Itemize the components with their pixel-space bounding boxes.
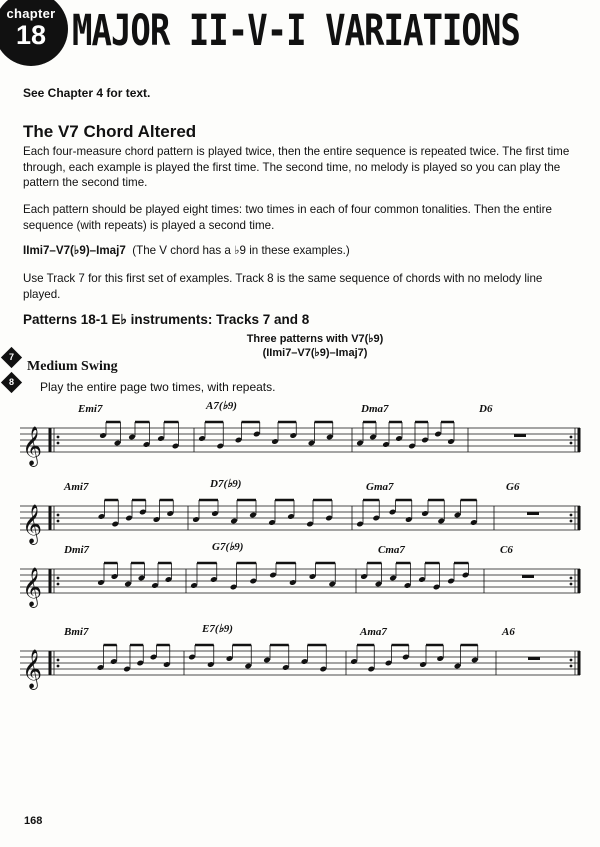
chord-symbol: G6 <box>506 481 520 493</box>
repeat-dot <box>570 583 573 586</box>
formula-note: (The V chord has a ♭9 in these examples.) <box>132 244 350 257</box>
chord-symbol: Bmi7 <box>64 626 89 638</box>
see-chapter-note: See Chapter 4 for text. <box>23 86 151 100</box>
chord-symbol: Ama7 <box>360 626 387 638</box>
chord-symbol: Cma7 <box>378 544 405 556</box>
patterns-heading: Patterns 18-1 E♭ instruments: Tracks 7 and 8 <box>23 312 310 327</box>
chord-symbol: Ami7 <box>64 481 89 493</box>
repeat-dot <box>570 577 573 580</box>
patterns-subheading <box>200 332 430 360</box>
repeat-dot <box>570 436 573 439</box>
chapter-badge <box>0 0 68 66</box>
chord-symbol: C6 <box>500 544 513 556</box>
track-8-icon: 8 <box>1 372 22 393</box>
chord-symbol: Dma7 <box>361 403 389 415</box>
music-system-3 <box>16 541 586 621</box>
whole-rest <box>522 575 534 578</box>
paragraph-1: Each four-measure chord pattern is played twice, then the entire sequence is repeated twice. The first time through, each example is played the first time. The second time, no melody is played so you can play the pattern the second time. <box>23 145 570 189</box>
subheading-line-2: (IImi7–V7(♭9)–Imaj7) <box>262 347 368 359</box>
whole-rest <box>528 657 540 660</box>
repeat-dot <box>57 665 60 668</box>
repeat-dot <box>570 442 573 445</box>
treble-clef: 𝄞 <box>22 567 43 607</box>
music-system-1 <box>16 400 586 480</box>
paragraph-2: Each pattern should be played eight times: two times in each of four common tonalities. Then the entire sequence (with repeats) is played a second time. <box>23 203 552 232</box>
repeat-dot <box>57 577 60 580</box>
chord-symbol: D7(♭9) <box>210 478 242 490</box>
repeat-dot <box>57 514 60 517</box>
repeat-dot <box>570 665 573 668</box>
treble-clef: 𝄞 <box>22 504 43 544</box>
page-number: 168 <box>24 815 43 827</box>
music-system-4 <box>16 623 586 703</box>
repeat-dot <box>570 659 573 662</box>
progression-formula <box>23 243 350 257</box>
repeat-dot <box>57 442 60 445</box>
chapter-title: MAJOR II-V-I VARIATIONS <box>72 6 520 56</box>
chord-symbol: A7(♭9) <box>206 400 237 412</box>
repeat-dot <box>57 659 60 662</box>
instruction: Play the entire page two times, with repeats. <box>40 380 276 394</box>
treble-clef: 𝄞 <box>22 649 43 689</box>
chord-symbol: D6 <box>479 403 493 415</box>
repeat-dot <box>57 520 60 523</box>
chord-symbol: G7(♭9) <box>212 541 244 553</box>
chord-symbol: Emi7 <box>78 403 103 415</box>
section-heading: The V7 Chord Altered <box>23 122 197 141</box>
whole-rest <box>514 434 526 437</box>
chapter-number: 18 <box>15 20 47 50</box>
repeat-dot <box>57 583 60 586</box>
track-7-icon: 7 <box>1 347 22 368</box>
chord-symbol: Gma7 <box>366 481 394 493</box>
track-paragraph: Use Track 7 for this first set of examples. Track 8 is the same sequence of chords with no melody line played. <box>23 272 543 301</box>
chapter-label: chapter <box>6 6 56 21</box>
formula-chords: IImi7–V7(♭9)–Imaj7 <box>23 244 126 257</box>
chord-symbol: E7(♭9) <box>202 623 233 635</box>
staff-notation <box>16 623 586 703</box>
chord-symbol: Dmi7 <box>64 544 90 556</box>
repeat-dot <box>570 514 573 517</box>
whole-rest <box>527 512 539 515</box>
repeat-dot <box>570 520 573 523</box>
repeat-dot <box>57 436 60 439</box>
tempo-marking: Medium Swing <box>27 359 118 374</box>
chord-symbol: A6 <box>502 626 515 638</box>
subheading-line-1: Three patterns with V7(♭9) <box>246 333 384 345</box>
treble-clef: 𝄞 <box>22 426 43 466</box>
